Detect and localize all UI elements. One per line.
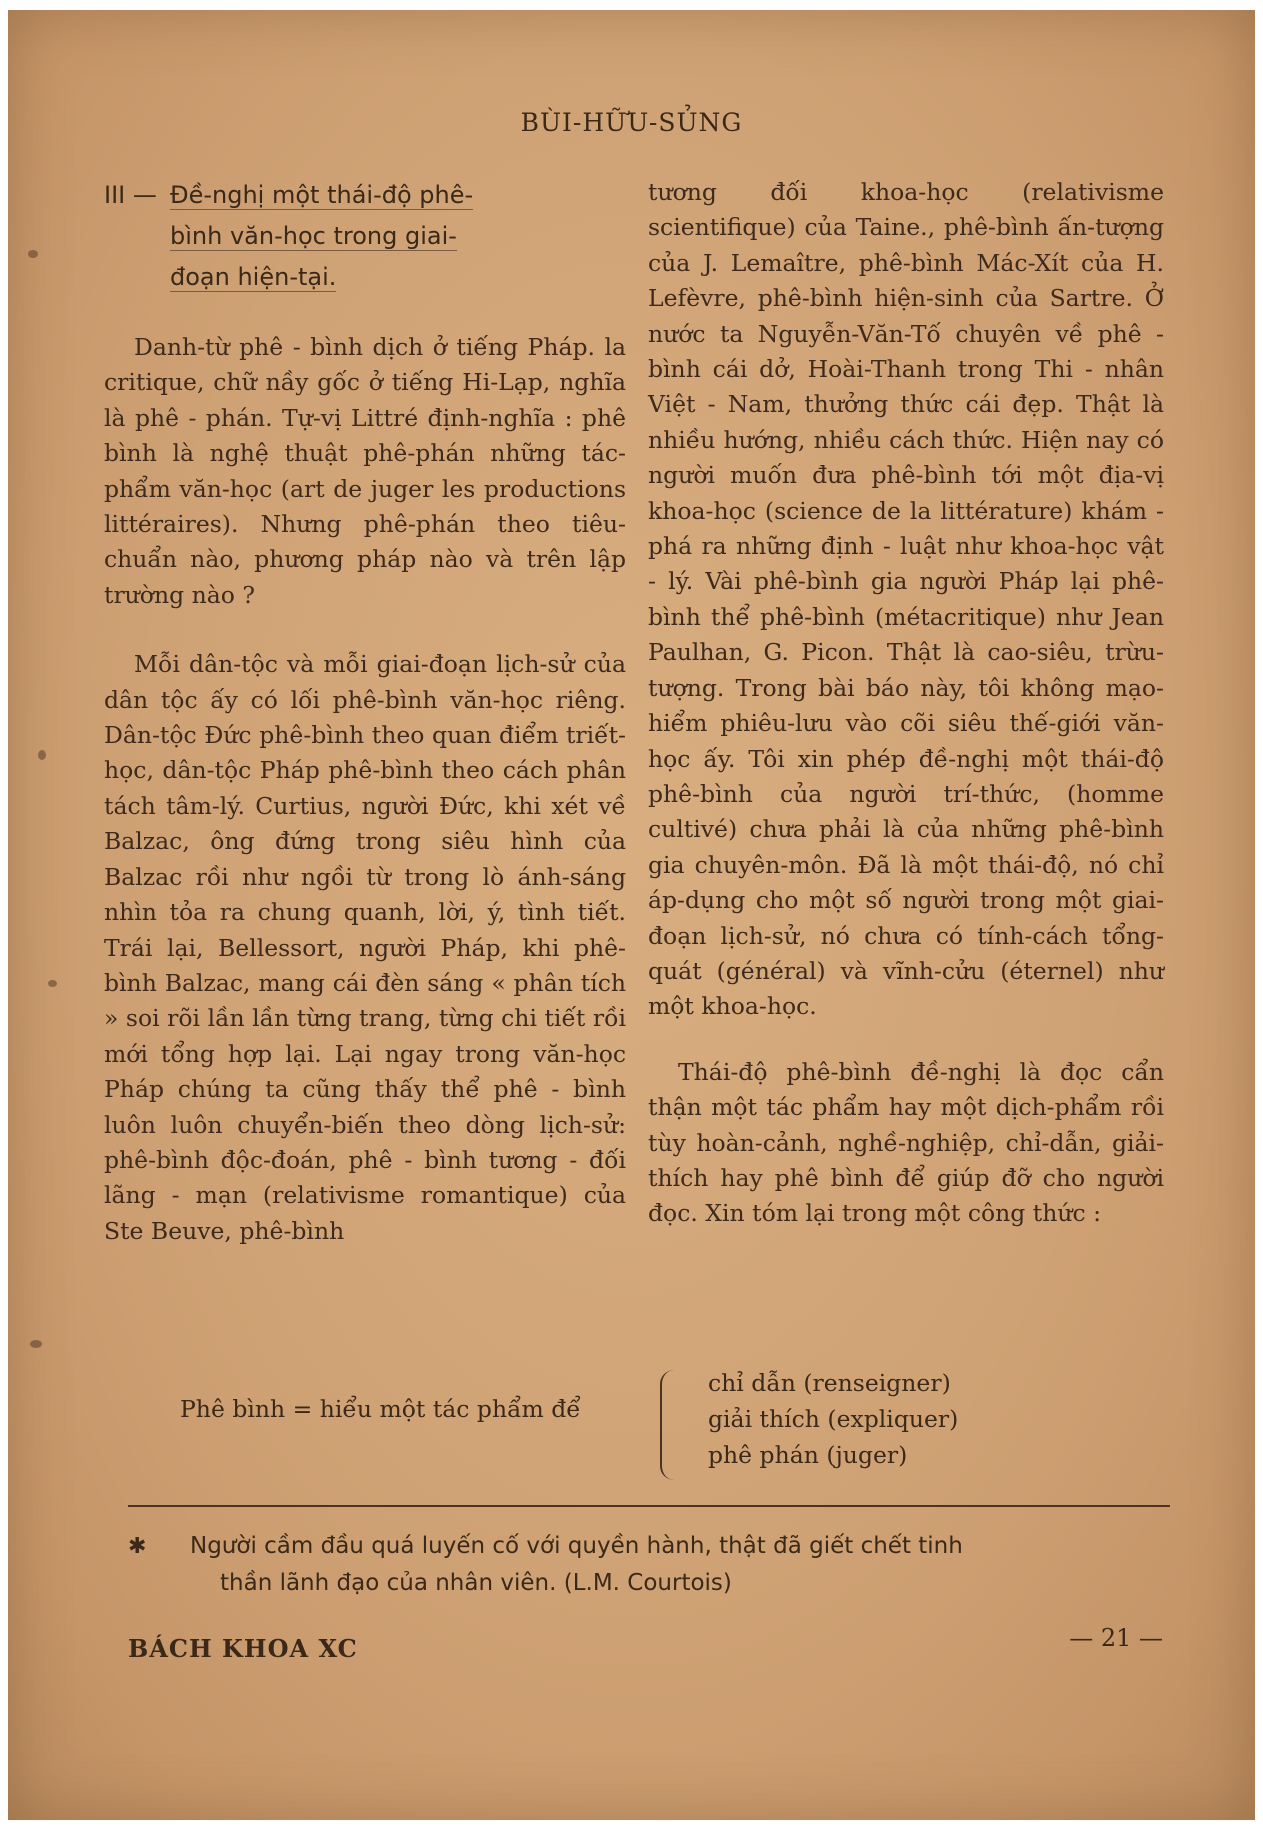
formula-item: giải thích (expliquer)	[708, 1405, 959, 1433]
paragraph: tương đối khoa-học (relativisme scientifique) của Taine., phê-bình ấn-tượng của J. Lemaître, phê-bình Mác-Xít của H. Lefèvre, phê-bình hiện-sinh của Sartre. Ở nước ta Nguyễn-Văn-Tố chuyên về phê - bình cái dở, Hoài-Thanh trong Thi - nhân Việt - Nam, thưởng thức cái đẹp. Thật là nhiều hướng, nhiều cách thức. Hiện nay có người muốn đưa phê-bình tới một địa-vị khoa-học (science de la littérature) khám - phá ra những định - luật như khoa-học vật - lý. Vài phê-bình gia người Pháp lại phê-bình thể phê-bình (métacritique) như Jean Paulhan, G. Picon. Thật là cao-siêu, trừu-tượng. Trong bài báo này, tôi không mạo-hiểm phiêu-lưu vào cõi siêu thế-giới văn-học ấy. Tôi xin phép đề-nghị một thái-độ phê-bình của người trí-thức, (homme cultivé) chưa phải là của những phê-bình gia chuyên-môn. Đã là một thái-độ, nó chỉ áp-dụng cho một số người trong một giai-đoạn lịch-sử, nó chưa có tính-cách tổng-quát (général) và vĩnh-cửu (éternel) như một khoa-học.	[648, 178, 1164, 1021]
star-icon: ✱	[128, 1534, 147, 1559]
formula-item: phê phán (juger)	[708, 1441, 908, 1469]
quote-line: Người cầm đầu quá luyến cố với quyền hành, thật đã giết chết tinh	[190, 1533, 963, 1559]
foxing-spot	[38, 750, 46, 760]
section-title	[104, 175, 626, 298]
foxing-spot	[28, 250, 38, 258]
page-number: — 21 —	[1069, 1624, 1163, 1652]
section-number: III —	[104, 181, 157, 209]
footer-quote	[128, 1528, 1178, 1602]
foxing-spot	[48, 980, 57, 987]
divider	[128, 1505, 1170, 1507]
right-column	[648, 175, 1164, 1232]
quote-line: thần lãnh đạo của nhân viên. (L.M. Courtois)	[220, 1570, 732, 1596]
paragraph: Danh-từ phê - bình dịch ở tiếng Pháp. la critique, chữ nầy gốc ở tiếng Hi-Lạp, nghĩa là phê - phán. Tự-vị Littré định-nghĩa : phê bình là nghệ thuật phê-phán những tác-phẩm văn-học (art de juger les productions littéraires). Nhưng phê-phán theo tiêu-chuẩn nào, phương pháp nào và trên lập trường nào ?	[104, 333, 626, 609]
magazine-page	[8, 10, 1255, 1820]
publication-name: BÁCH KHOA XC	[128, 1634, 358, 1663]
section-title-line: Đề-nghị một thái-độ phê-	[170, 181, 474, 209]
page-header-author: BÙI-HỮU-SỦNG	[520, 108, 743, 137]
foxing-spot	[30, 1340, 42, 1348]
section-title-line: đoạn hiện-tại.	[170, 263, 337, 291]
section-title-line: bình văn-học trong giai-	[170, 222, 457, 250]
paragraph: Mỗi dân-tộc và mỗi giai-đoạn lịch-sử của dân tộc ấy có lối phê-bình văn-học riêng. Dân-tộc Đức phê-bình theo quan điểm triết-học, dân-tộc Pháp phê-bình theo cách phân tách tâm-lý. Curtius, người Đức, khi xét về Balzac, ông đứng trong siêu hình của Balzac rồi như ngồi từ trong lò ánh-sáng nhìn tỏa ra chung quanh, lời, ý, tình tiết. Trái lại, Bellessort, người Pháp, khi phê-bình Balzac, mang cái đèn sáng « phân tích » soi rõi lần lần từng trang, từng chi tiết rồi mới tổng hợp lại. Lại ngay trong văn-học Pháp chúng ta cũng thấy thể phê - bình luôn luôn chuyển-biến theo dòng lịch-sử: phê-bình độc-đoán, phê - bình tương - đối lãng - mạn (relativisme romantique) của Ste Beuve, phê-bình	[104, 650, 626, 1245]
curly-brace	[660, 1370, 676, 1480]
formula-items	[708, 1365, 958, 1473]
formula-left: Phê bình = hiểu một tác phẩm để	[180, 1395, 581, 1423]
formula-item: chỉ dẫn (renseigner)	[708, 1369, 951, 1397]
left-column	[104, 175, 626, 1249]
paragraph: Thái-độ phê-bình đề-nghị là đọc cẩn thận một tác phẩm hay một dịch-phẩm rồi tùy hoàn-cảnh, nghề-nghiệp, chỉ-dẫn, giải-thích hay phê bình để giúp đỡ cho người đọc. Xin tóm lại trong một công thức :	[648, 1057, 1164, 1228]
